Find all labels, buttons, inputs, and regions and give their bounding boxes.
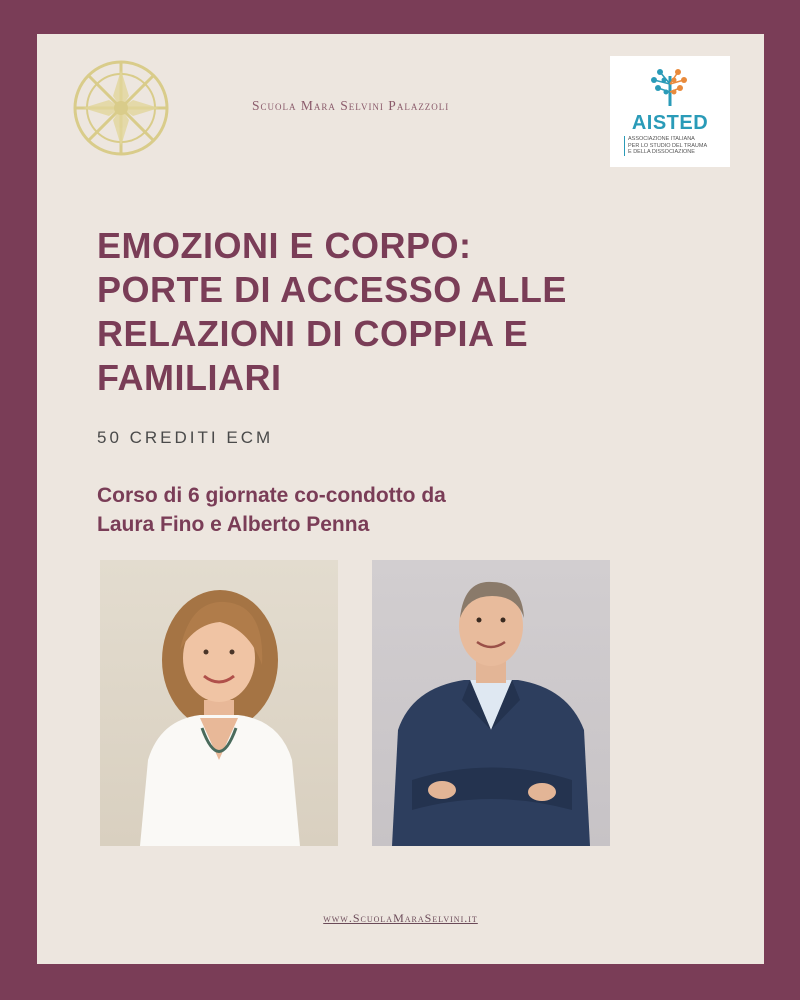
brain-tree-icon bbox=[646, 62, 694, 110]
course-description bbox=[97, 481, 657, 539]
aisted-subtitle bbox=[624, 136, 724, 156]
school-name: Scuola Mara Selvini Palazzoli bbox=[252, 98, 450, 113]
course-line: Corso di 6 giornate co-condotto da bbox=[97, 484, 446, 507]
poster-card bbox=[37, 34, 764, 964]
portrait-man-photo bbox=[372, 560, 610, 846]
aisted-subtitle-line: PER LO STUDIO DEL TRAUMA bbox=[628, 142, 708, 149]
website-link[interactable]: www.ScuolaMaraSelvini.it bbox=[323, 911, 478, 925]
aisted-subtitle-line: ASSOCIAZIONE ITALIANA bbox=[628, 136, 695, 142]
title-line: FAMILIARI bbox=[97, 357, 282, 398]
aisted-subtitle-line: E DELLA DISSOCIAZIONE bbox=[628, 149, 695, 155]
title-line: PORTE DI ACCESSO ALLE bbox=[97, 269, 567, 310]
ecm-credits: 50 CREDITI ECM bbox=[97, 428, 274, 447]
mandala-emblem-icon bbox=[69, 56, 173, 160]
course-line: Laura Fino e Alberto Penna bbox=[97, 513, 370, 536]
aisted-logo bbox=[610, 56, 730, 167]
title-line: EMOZIONI E CORPO: bbox=[97, 225, 472, 266]
aisted-name: AISTED bbox=[631, 112, 709, 134]
event-title bbox=[97, 224, 697, 400]
portrait-woman-photo bbox=[100, 560, 338, 846]
title-line: RELAZIONI DI COPPIA E bbox=[97, 313, 529, 354]
